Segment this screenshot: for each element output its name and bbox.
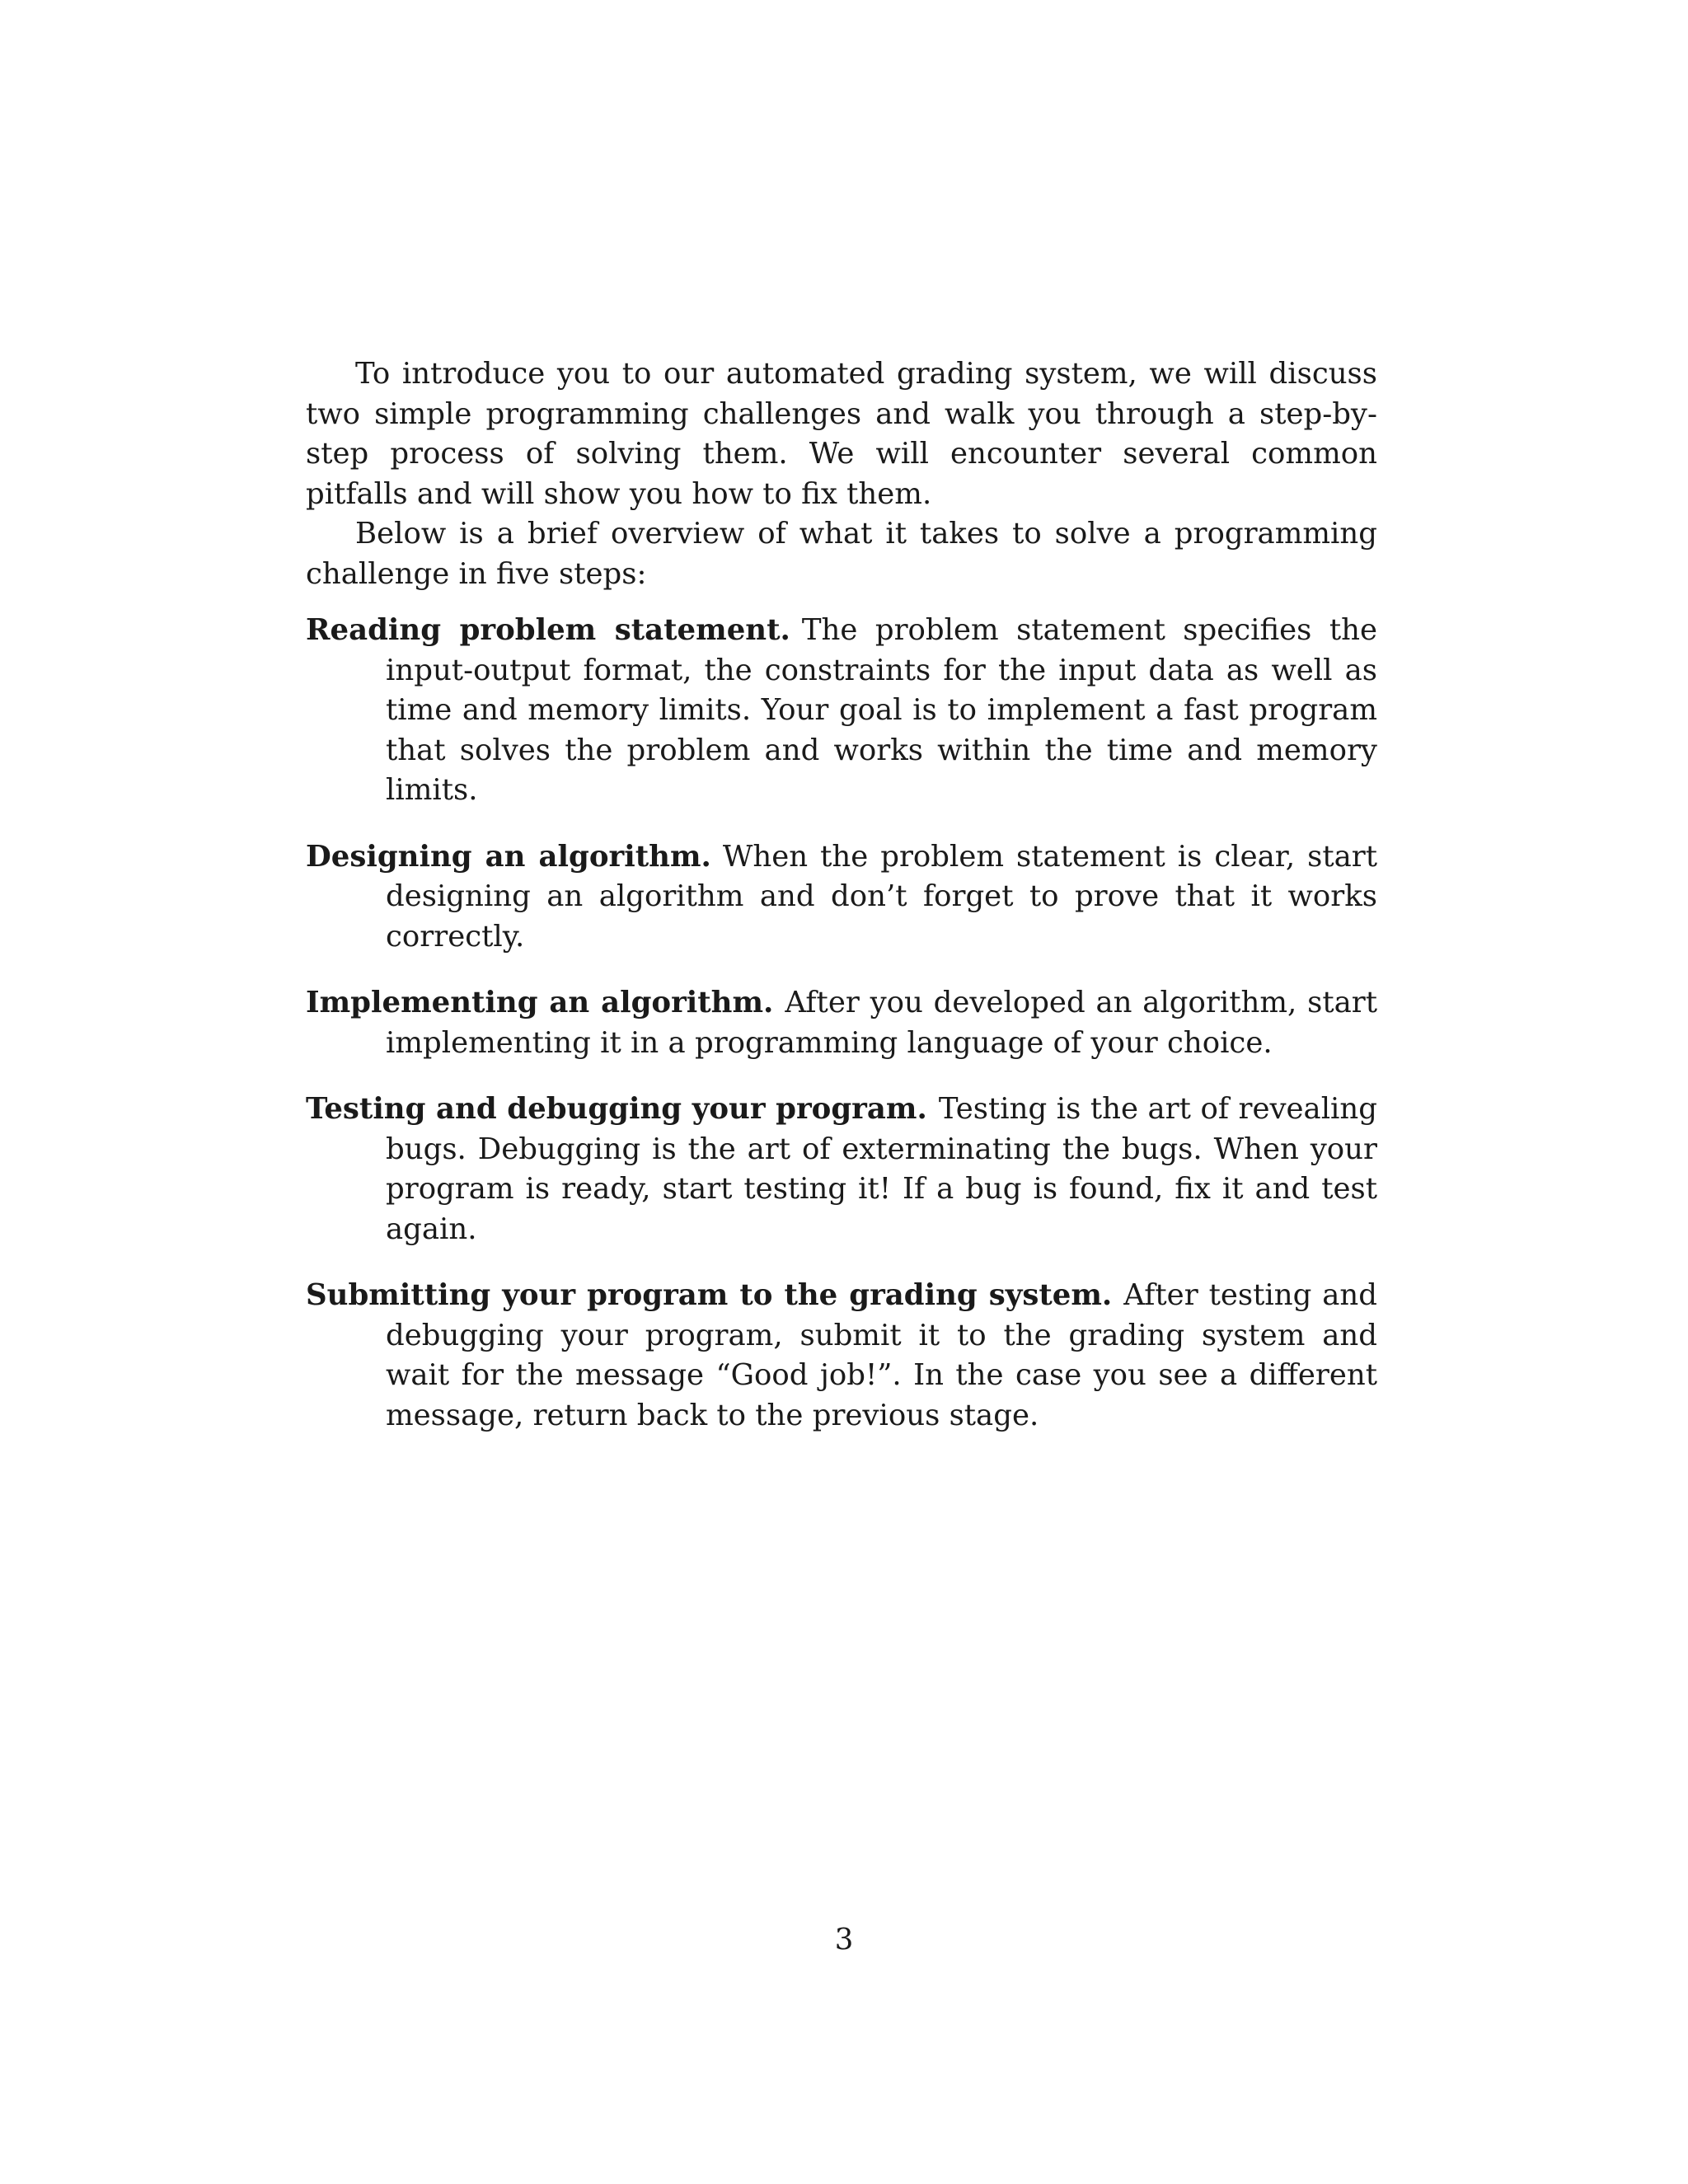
step-designing-algorithm bbox=[306, 837, 1377, 958]
step-title: Implementing an algorithm. bbox=[306, 986, 774, 1019]
step-submitting bbox=[306, 1276, 1377, 1436]
steps-list bbox=[306, 611, 1377, 1436]
step-title: Designing an algorithm. bbox=[306, 839, 711, 874]
step-reading-problem bbox=[306, 611, 1377, 811]
step-body: After testing and debugging your program, submit it to the grading system and wait for the message “Good job!”. In the case you see a different message, return back to the previous stage. bbox=[386, 1278, 1377, 1432]
intro-paragraph-1: To introduce you to our automated grading system, we will discuss two simple programming challenges and walk you through a step-by-step process of solving them. We will encounter several common pitfalls and will show you how to fix them. bbox=[306, 357, 1377, 511]
step-body: When the problem statement is clear, start designing an algorithm and don’t forget to prove that it works correctly. bbox=[386, 839, 1377, 954]
step-testing-debugging bbox=[306, 1090, 1377, 1249]
main-text bbox=[306, 354, 1377, 1462]
step-body: Testing is the art of revealing bugs. Debugging is the art of exterminating the bugs. When your program is ready, start testing it! If a bug is found, fix it and test again. bbox=[386, 1092, 1378, 1246]
page-number: 3 bbox=[834, 1923, 854, 1957]
step-body: The problem statement specifies the input-output format, the constraints for the input data as well as time and memory limits. Your goal is to implement a fast program that solves the problem and works within the time and memory limits. bbox=[386, 613, 1377, 807]
step-title: Testing and debugging your program. bbox=[306, 1092, 927, 1126]
step-body: After you developed an algorithm, start implementing it in a programming language of your choice. bbox=[386, 986, 1377, 1060]
step-title: Submitting your program to the grading system. bbox=[306, 1278, 1113, 1312]
step-title: Reading problem statement. bbox=[306, 613, 790, 647]
intro-paragraph-2: Below is a brief overview of what it takes to solve a programming challenge in five steps: bbox=[306, 517, 1377, 591]
step-implementing-algorithm bbox=[306, 983, 1377, 1063]
